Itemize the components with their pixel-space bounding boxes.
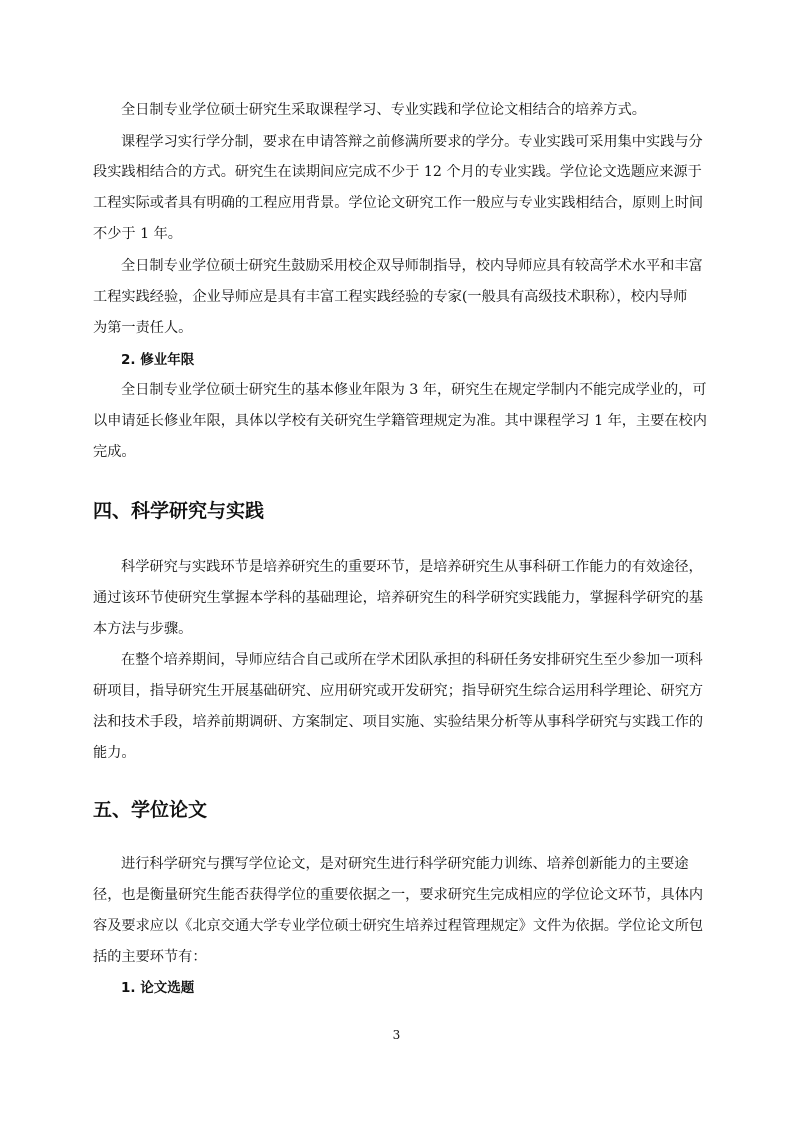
paragraph-line: 通过该环节使研究生掌握本学科的基础理论，培养研究生的科学研究实践能力，掌握科学研究的基 xyxy=(93,590,704,606)
page-number: 3 xyxy=(392,1028,401,1042)
subsection-heading: 1. 论文选题 xyxy=(121,980,195,996)
section-heading: 五、学位论文 xyxy=(93,799,208,821)
paragraph-line: 在整个培养期间，导师应结合自己或所在学术团队承担的科研任务安排研究生至少参加一项科 xyxy=(121,652,703,668)
paragraph-line: 容及要求应以《北京交通大学专业学位硕士研究生培养过程管理规定》文件为依据。学位论文所包 xyxy=(93,918,704,934)
paragraph-line: 完成。 xyxy=(93,444,136,460)
paragraph-line: 全日制专业学位硕士研究生鼓励采用校企双导师制指导，校内导师应具有较高学术水平和丰富 xyxy=(121,258,703,274)
paragraph-line: 研项目，指导研究生开展基础研究、应用研究或开发研究；指导研究生综合运用科学理论、研究方 xyxy=(93,683,704,699)
paragraph-line: 括的主要环节有： xyxy=(93,949,207,965)
paragraph-line: 进行科学研究与撰写学位论文，是对研究生进行科学研究能力训练、培养创新能力的主要途 xyxy=(121,856,689,872)
paragraph-line: 径，也是衡量研究生能否获得学位的重要依据之一，要求研究生完成相应的学位论文环节，具体内 xyxy=(93,887,704,903)
paragraph-line: 能力。 xyxy=(93,745,136,761)
paragraph-line: 段实践相结合的方式。研究生在读期间应完成不少于 12 个月的专业实践。学位论文选题应来源于 xyxy=(93,164,702,180)
paragraph-line: 科学研究与实践环节是培养研究生的重要环节，是培养研究生从事科研工作能力的有效途径， xyxy=(121,559,703,575)
paragraph-line: 工程实际或者具有明确的工程应用背景。学位论文研究工作一般应与专业实践相结合，原则上时间 xyxy=(93,195,704,211)
subsection-heading: 2. 修业年限 xyxy=(121,352,195,368)
paragraph-line: 本方法与步骤。 xyxy=(93,621,193,637)
section-heading: 四、科学研究与实践 xyxy=(93,500,265,522)
paragraph-line: 工程实践经验，企业导师应是具有丰富工程实践经验的专家(一般具有高级技术职称），校内导师 xyxy=(93,289,688,305)
paragraph-line: 课程学习实行学分制，要求在申请答辩之前修满所要求的学分。专业实践可采用集中实践与分 xyxy=(121,134,703,150)
paragraph-line: 以申请延长修业年限，具体以学校有关研究生学籍管理规定为准。其中课程学习 1 年，主要在校内 xyxy=(93,413,707,429)
paragraph-line: 不少于 1 年。 xyxy=(93,226,182,242)
paragraph-line: 法和技术手段，培养前期调研、方案制定、项目实施、实验结果分析等从事科学研究与实践工作的 xyxy=(93,714,704,730)
paragraph-line: 全日制专业学位硕士研究生采取课程学习、专业实践和学位论文相结合的培养方式。 xyxy=(121,102,646,118)
paragraph-line: 为第一责任人。 xyxy=(93,320,193,336)
paragraph-line: 全日制专业学位硕士研究生的基本修业年限为 3 年，研究生在规定学制内不能完成学业的，可 xyxy=(121,382,707,398)
